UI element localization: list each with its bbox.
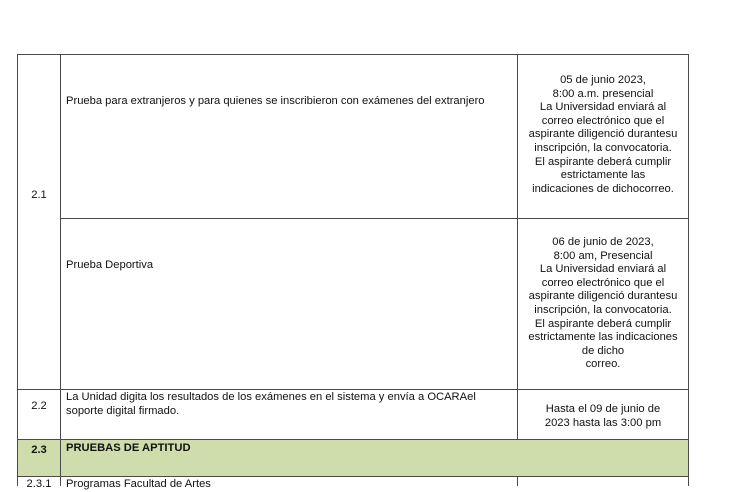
column-divider (60, 54, 61, 486)
row-divider (17, 389, 689, 390)
row-number: 2.3.1 (26, 478, 52, 490)
activity-text: Prueba para extranjeros y para quienes se inscribieron con exámenes del extranjero (66, 95, 485, 107)
row-number: 2.1 (31, 189, 47, 201)
activity-text: Prueba Deportiva (66, 259, 154, 271)
date-text: 06 de junio de 2023, 8:00 am, Presencial La Universidad enviará al correo electrónico que el aspirante diligenció durantesu inscripción, la convocatoria. El aspirante deberá cumplir estrictamente las indicaciones de dicho correo. (528, 236, 678, 371)
section-title: PRUEBAS DE APTITUD (66, 442, 191, 454)
row-number: 2.2 (31, 400, 47, 412)
column-divider (517, 476, 518, 486)
table-top-border (17, 54, 689, 55)
row-divider (17, 476, 689, 477)
activity-text: La Unidad digita los resultados de los exámenes en el sistema y envía a OCARAel soporte digital firmado. (66, 391, 476, 417)
table-right-border (688, 54, 689, 486)
table-left-border (17, 54, 18, 486)
date-text: Hasta el 09 de junio de 2023 hasta las 3:00 pm (544, 403, 662, 429)
activity-text: Programas Facultad de Artes (66, 478, 211, 490)
row-divider (60, 218, 689, 219)
row-divider (17, 439, 689, 440)
row-number: 2.3 (31, 444, 47, 456)
date-text: 05 de junio 2023, 8:00 a.m. presencial La Universidad enviará al correo electrónico que el aspirante diligenció durantesu inscripción, la convocatoria. El aspirante deberá cumplir estrictamente las indicaciones de dichocorreo. (528, 74, 678, 195)
